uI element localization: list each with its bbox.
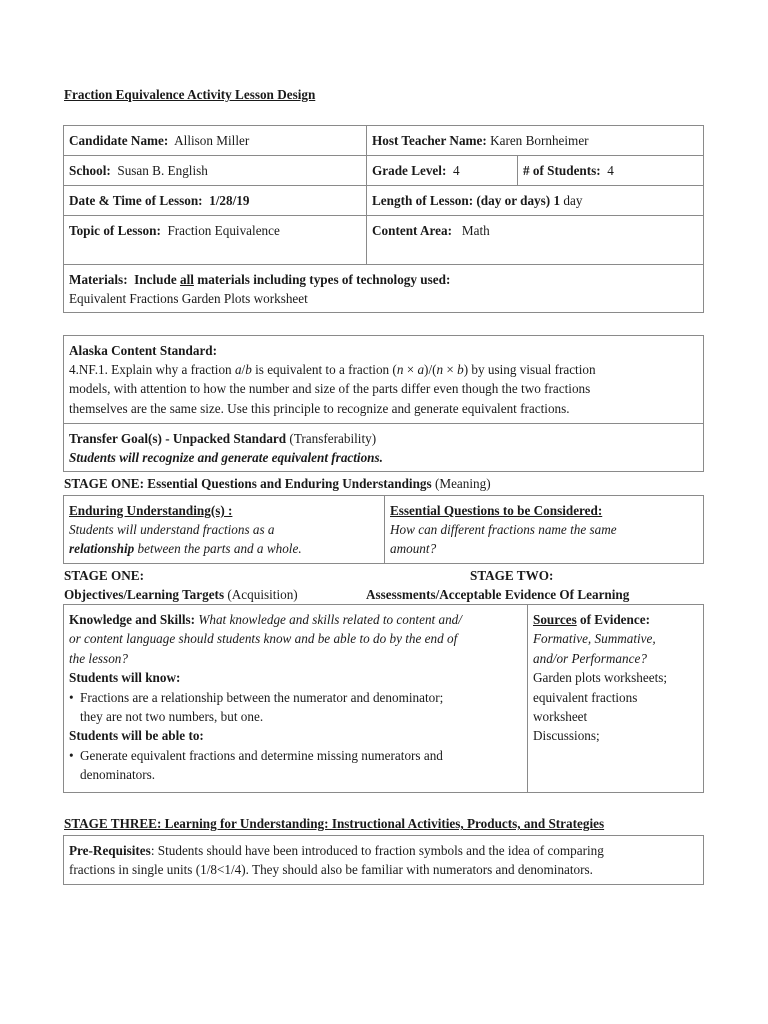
divider: [63, 264, 704, 265]
sources-label-rest: of Evidence:: [576, 612, 650, 627]
stage-two-heading: [470, 567, 553, 585]
divider: [527, 604, 528, 793]
topic-row: [69, 222, 280, 240]
fraction-n: n: [396, 362, 404, 377]
prereq-line-2: fractions in single units (1/8<1/4). They should also be familiar with numerators and denominators.: [69, 862, 593, 877]
know-bullet-line-1: • Fractions are a relationship between the numerator and denominator;: [80, 689, 443, 707]
divider: [63, 185, 704, 186]
date-time-label: Date & Time of Lesson:: [69, 193, 203, 208]
stage-three-heading: STAGE THREE: Learning for Understanding: Instructional Activities, Products, and Strategies: [64, 816, 605, 831]
topic-value: Fraction Equivalence: [167, 223, 280, 238]
divider: [517, 155, 518, 185]
students-able-text: Students will be able to:: [69, 728, 204, 743]
lesson-length-unit: day: [563, 193, 583, 208]
students-value: 4: [607, 163, 614, 178]
stage-one-heading: [64, 475, 491, 493]
assessments-heading: [366, 586, 629, 604]
essential-line-2: amount?: [390, 541, 437, 556]
content-area-row: [372, 222, 490, 240]
students-label: # of Students:: [523, 163, 601, 178]
host-teacher-row: [372, 132, 589, 150]
candidate-name-row: [69, 132, 249, 150]
knowledge-line-2: or content language should students know and be able to do by the end of: [69, 631, 458, 646]
sources-value-4: Discussions;: [533, 728, 600, 743]
sources-value-3: worksheet: [533, 709, 588, 724]
materials-label: Materials: Include: [69, 272, 180, 287]
standard-line-3: themselves are the same size. Use this principle to recognize and generate equivalent fractions.: [69, 401, 570, 416]
objectives-label: Objectives/Learning Targets: [64, 587, 225, 602]
transfer-goal-paren: (Transferability): [286, 431, 377, 446]
prereq-text: : Students should have been introduced to fraction symbols and the idea of comparing: [150, 843, 604, 858]
standard-text: )/(: [424, 362, 437, 377]
content-area-label: Content Area:: [372, 223, 452, 238]
knowledge-question: What knowledge and skills related to content and/: [195, 612, 462, 627]
school-label: School:: [69, 163, 111, 178]
stage-one-b-text: STAGE ONE:: [64, 568, 144, 583]
fraction-slash: /: [241, 362, 246, 377]
lesson-length-number: 1: [553, 193, 561, 208]
times-sign: ×: [443, 362, 458, 377]
lesson-length-row: [372, 192, 582, 210]
host-teacher-label: Host Teacher Name:: [372, 133, 487, 148]
candidate-name-value: Allison Miller: [174, 133, 250, 148]
students-know-text: Students will know:: [69, 670, 181, 685]
prereq-label: Pre-Requisites: [69, 843, 151, 858]
fraction-n: n: [436, 362, 444, 377]
enduring-label: [69, 502, 232, 520]
able-bullet-line-2: denominators.: [80, 767, 156, 782]
fraction-b: b: [245, 362, 252, 377]
knowledge-label: Knowledge and Skills:: [69, 612, 196, 627]
students-able-label: [69, 727, 204, 745]
knowledge-line-1: [69, 611, 462, 629]
materials-label-rest: materials including types of technology used:: [193, 272, 451, 287]
school-value: Susan B. English: [117, 163, 208, 178]
stage-two-text: STAGE TWO:: [470, 568, 554, 583]
materials-label-row: [69, 271, 450, 289]
sources-label-underlined: Sources: [533, 612, 577, 627]
standard-line-2: models, with attention to how the number and size of the parts differ even though the two fractions: [69, 381, 591, 396]
topic-label: Topic of Lesson:: [69, 223, 161, 238]
divider: [384, 495, 385, 564]
enduring-line-2: [69, 540, 302, 558]
enduring-label-text: Enduring Understanding(s) :: [69, 503, 233, 518]
times-sign: ×: [403, 362, 418, 377]
sources-label: [533, 611, 650, 629]
grade-level-value: 4: [452, 163, 460, 178]
objectives-heading: [64, 586, 298, 604]
grade-level-label: Grade Level:: [372, 163, 447, 178]
essential-label: [390, 502, 602, 520]
standard-heading-text: Alaska Content Standard:: [69, 343, 218, 358]
divider: [366, 125, 367, 264]
stage-one-b-heading: [64, 567, 144, 585]
students-row: [523, 162, 614, 180]
sources-value-2: equivalent fractions: [533, 690, 638, 705]
divider: [63, 155, 704, 156]
prereq-line-1: [69, 842, 604, 860]
grade-level-row: [372, 162, 460, 180]
standard-text: 4.NF.1. Explain why a fraction: [69, 362, 235, 377]
stage-one-paren: (Meaning): [431, 476, 491, 491]
students-know-label: [69, 669, 180, 687]
sources-italic-2: and/or Performance?: [533, 651, 647, 666]
date-time-value: 1/28/19: [209, 193, 250, 208]
document-title: Fraction Equivalence Activity Lesson Design: [64, 87, 316, 102]
content-area-value: Math: [461, 223, 490, 238]
knowledge-line-3: the lesson?: [69, 651, 128, 666]
sources-italic-1: Formative, Summative,: [533, 631, 656, 646]
materials-value: Equivalent Fractions Garden Plots worksheet: [69, 291, 308, 306]
transfer-goal-label: Transfer Goal(s) - Unpacked Standard: [69, 431, 287, 446]
transfer-goal-value: Students will recognize and generate equivalent fractions.: [69, 450, 383, 465]
lesson-length-label: Length of Lesson: (day or days): [372, 193, 551, 208]
know-bullet-line-2: they are not two numbers, but one.: [80, 709, 264, 724]
divider: [63, 423, 704, 424]
fraction-b: b: [457, 362, 464, 377]
standard-line-1: [69, 361, 596, 379]
essential-label-text: Essential Questions to be Considered:: [390, 503, 603, 518]
transfer-goal-row: [69, 430, 376, 448]
standard-text: is equivalent to a fraction (: [251, 362, 397, 377]
fraction-a: a: [417, 362, 425, 377]
essential-line-1: How can different fractions name the same: [390, 522, 617, 537]
divider: [63, 215, 704, 216]
date-time-row: [69, 192, 249, 210]
enduring-rest: between the parts and a whole.: [134, 541, 302, 556]
objectives-paren: (Acquisition): [224, 587, 298, 602]
school-row: [69, 162, 208, 180]
enduring-bold-word: relationship: [69, 541, 135, 556]
standard-text: ) by using visual fraction: [463, 362, 596, 377]
host-teacher-value: Karen Bornheimer: [490, 133, 589, 148]
sources-value-1: Garden plots worksheets;: [533, 670, 668, 685]
enduring-line-1: Students will understand fractions as a: [69, 522, 275, 537]
stage-one-heading-text: STAGE ONE: Essential Questions and Enduring Understandings: [64, 476, 432, 491]
standard-heading: [69, 342, 217, 360]
materials-label-all: all: [179, 272, 194, 287]
assessments-label: Assessments/Acceptable Evidence Of Learning: [366, 587, 630, 602]
candidate-name-label: Candidate Name:: [69, 133, 169, 148]
fraction-a: a: [234, 362, 242, 377]
able-bullet-line-1: • Generate equivalent fractions and determine missing numerators and: [80, 747, 443, 765]
